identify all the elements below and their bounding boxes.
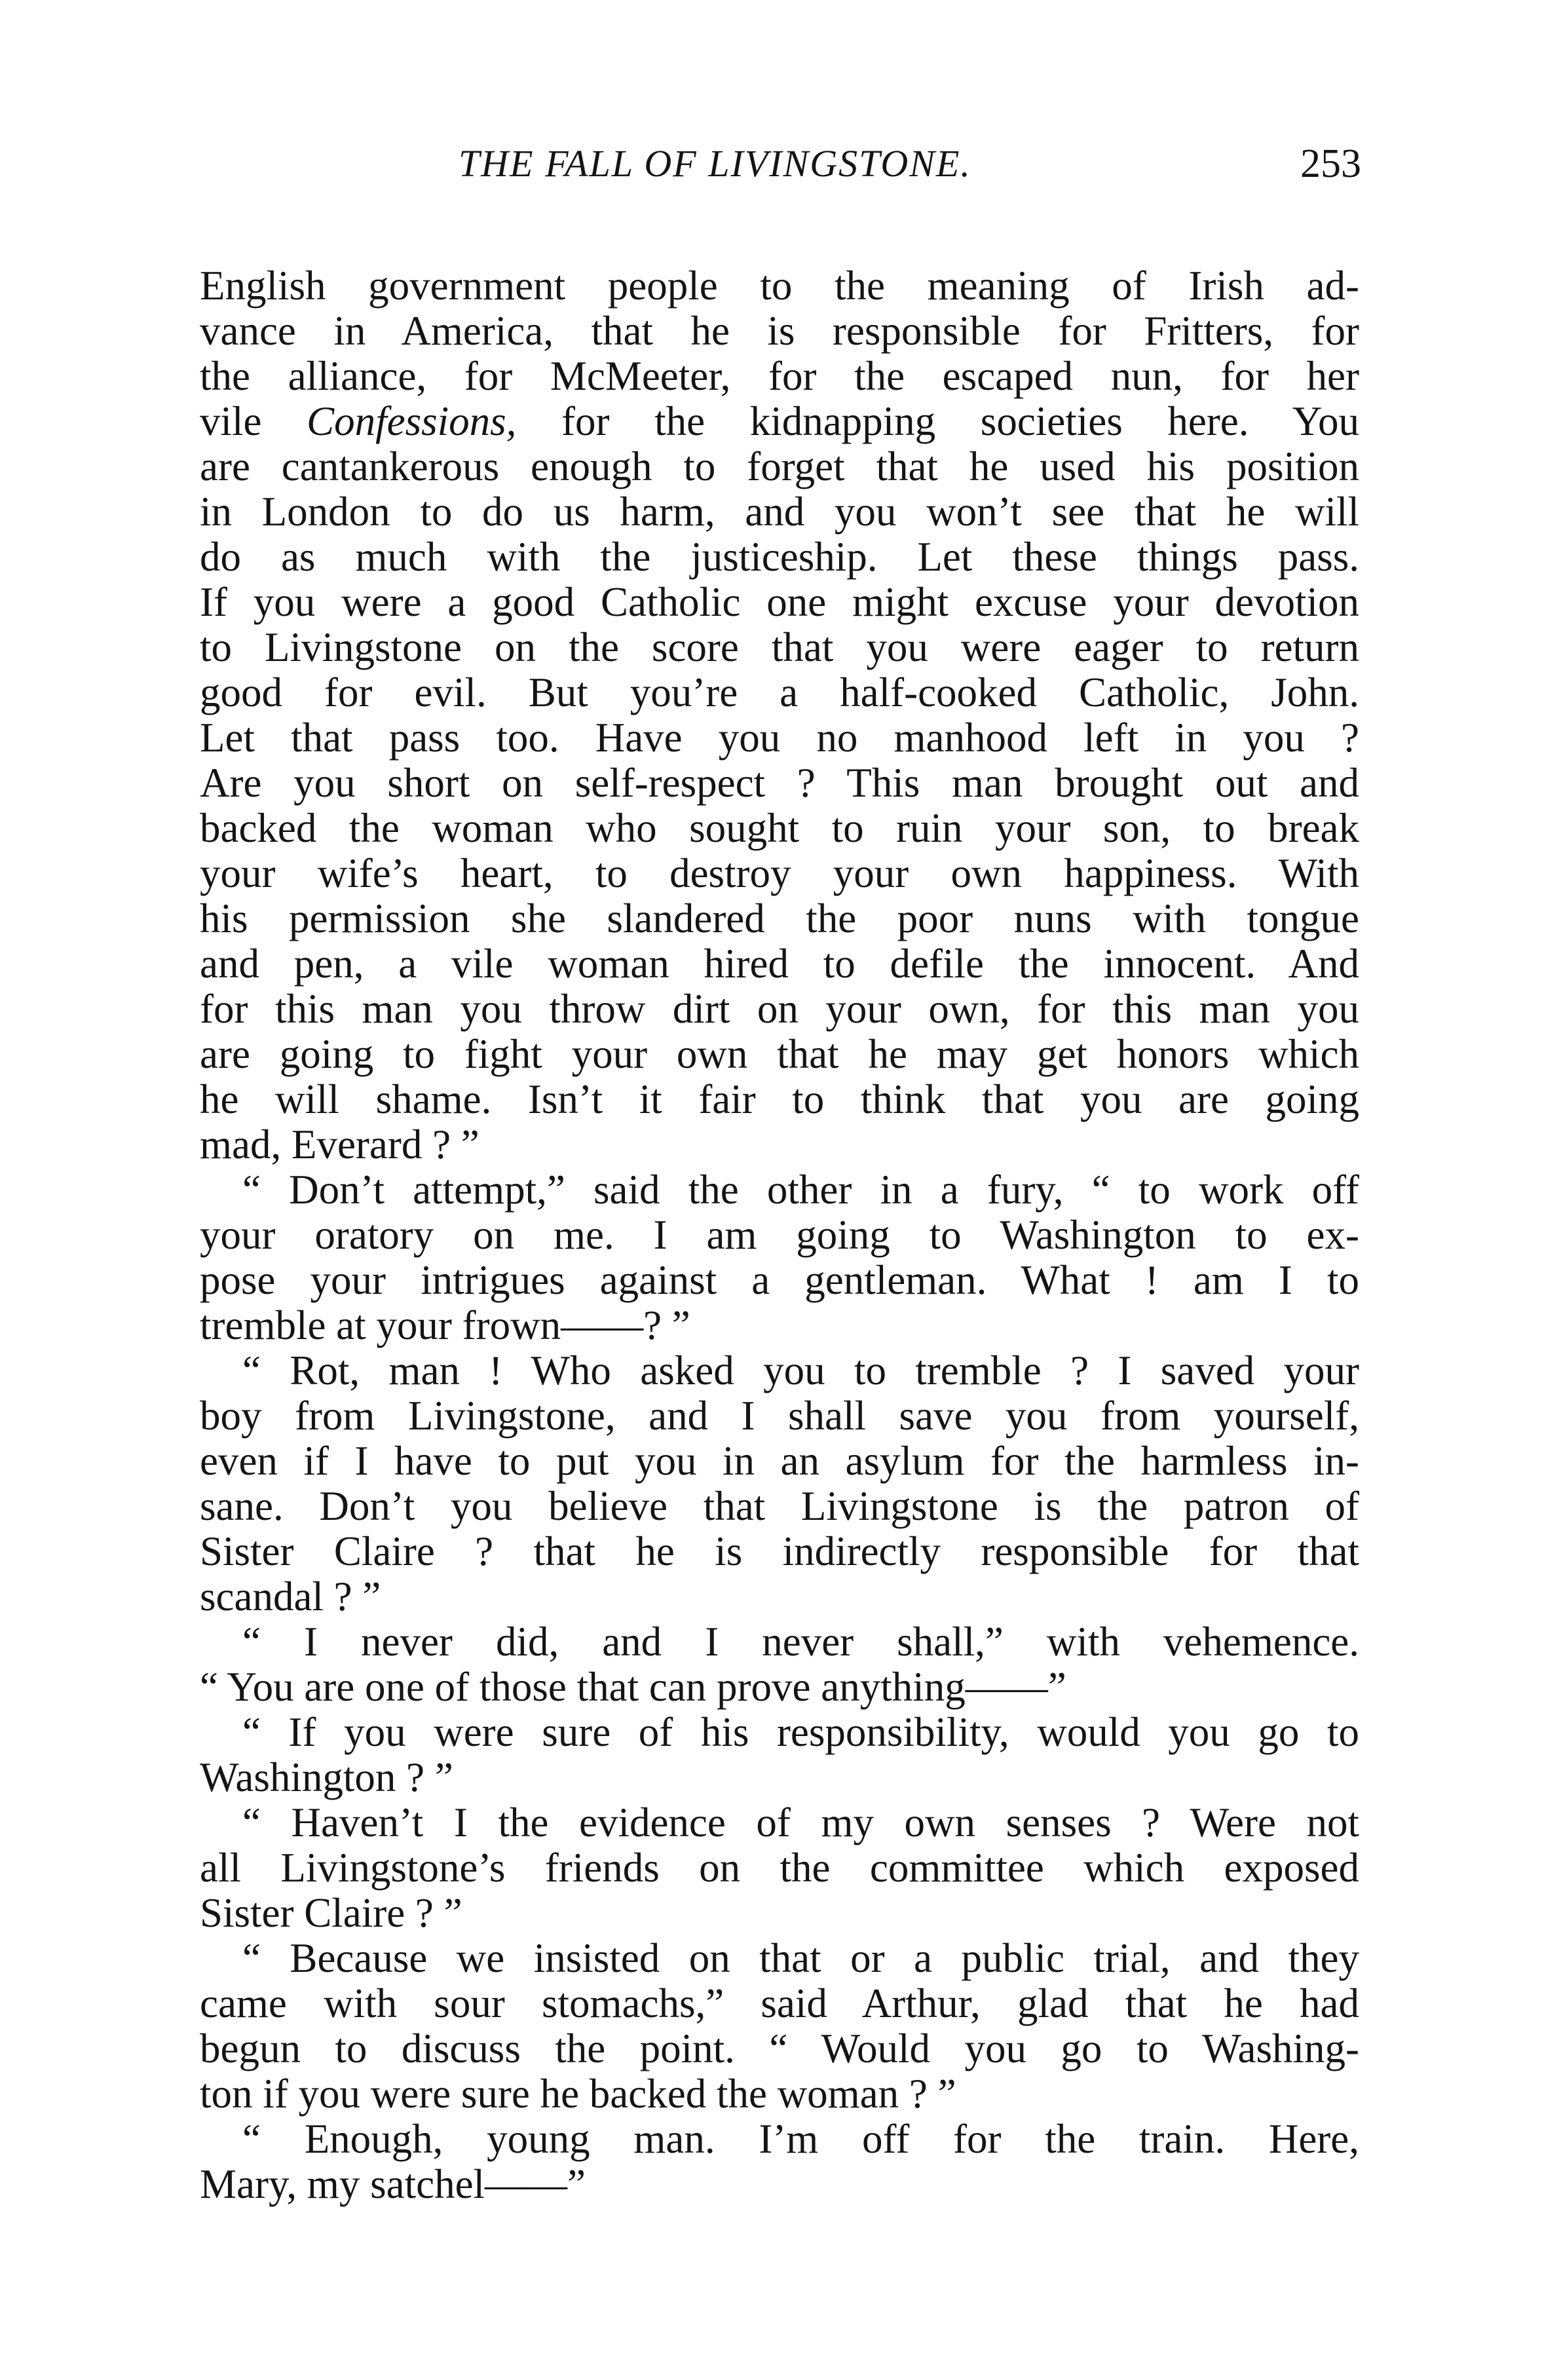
text-line: “ Rot, man ! Who asked you to tremble ? I saved your [242, 1348, 1359, 1393]
book-title-italic: Confessions, [307, 398, 517, 444]
text-line: “ You are one of those that can prove anything——” [200, 1664, 1066, 1710]
text-line: good for evil. But you’re a half-cooked Catholic, John. [200, 670, 1359, 715]
text-line: your wife’s heart, to destroy your own happiness. With [200, 850, 1359, 896]
text-segment: for the kidnapping societies here. You [516, 398, 1359, 444]
text-line: in London to do us harm, and you won’t see that he will [200, 489, 1359, 535]
text-line: scandal ? ” [200, 1574, 381, 1619]
text-line: the alliance, for McMeeter, for the escaped nun, for her [200, 353, 1359, 399]
text-line: backed the woman who sought to ruin your son, to break [200, 805, 1359, 851]
text-line: Sister Claire ? that he is indirectly responsible for that [200, 1528, 1359, 1574]
text-line: begun to discuss the point. “ Would you go to Washing- [200, 2026, 1359, 2071]
text-line: to Livingstone on the score that you were eager to return [200, 624, 1359, 670]
text-line: “ Haven’t I the evidence of my own senses ? Were not [242, 1800, 1359, 1845]
text-line: Let that pass too. Have you no manhood left in you ? [200, 715, 1359, 761]
body-text [200, 263, 1359, 2207]
text-line: boy from Livingstone, and I shall save you from yourself, [200, 1393, 1359, 1439]
text-line: are going to fight your own that he may get honors which [200, 1031, 1359, 1077]
text-line: “ I never did, and I never shall,” with vehemence. [242, 1619, 1359, 1665]
text-line: “ If you were sure of his responsibility, would you go to [242, 1709, 1359, 1755]
text-line: “ Enough, young man. I’m off for the train. Here, [242, 2116, 1359, 2162]
text-line [200, 399, 1359, 444]
text-line: ton if you were sure he backed the woman ? ” [200, 2071, 956, 2117]
text-line: Are you short on self-respect ? This man brought out and [200, 760, 1359, 806]
text-line: for this man you throw dirt on your own, for this man you [200, 986, 1359, 1032]
text-line: he will shame. Isn’t it fair to think that you are going [200, 1076, 1359, 1122]
running-head [197, 138, 1361, 190]
text-line: pose your intrigues against a gentleman. What ! am I to [200, 1257, 1359, 1303]
text-line: came with sour stomachs,” said Arthur, glad that he had [200, 1980, 1359, 2026]
text-line: Mary, my satchel——” [200, 2161, 586, 2207]
text-line: tremble at your frown——? ” [200, 1302, 690, 1348]
text-line: “ Don’t attempt,” said the other in a fury, “ to work off [242, 1167, 1359, 1213]
text-line: all Livingstone’s friends on the committee which exposed [200, 1845, 1359, 1891]
running-title: THE FALL OF LIVINGSTONE. [459, 142, 971, 185]
text-line: and pen, a vile woman hired to defile the innocent. And [200, 941, 1359, 987]
text-line: his permission she slandered the poor nuns with tongue [200, 896, 1359, 941]
text-line: do as much with the justiceship. Let these things pass. [200, 534, 1359, 580]
text-line: Sister Claire ? ” [200, 1890, 462, 1936]
text-line: are cantankerous enough to forget that he used his position [200, 444, 1359, 489]
page-number: 253 [1300, 142, 1361, 186]
text-line: If you were a good Catholic one might excuse your devotion [200, 579, 1359, 625]
text-line: English government people to the meaning of Irish ad- [200, 263, 1359, 309]
text-line: your oratory on me. I am going to Washington to ex- [200, 1212, 1359, 1258]
text-line: mad, Everard ? ” [200, 1122, 480, 1167]
text-line: even if I have to put you in an asylum for the harmless in- [200, 1438, 1359, 1484]
text-line: “ Because we insisted on that or a public trial, and they [242, 1935, 1359, 1981]
text-line: vance in America, that he is responsible for Fritters, for [200, 308, 1359, 354]
text-line: Washington ? ” [200, 1754, 453, 1800]
text-segment: vile [200, 398, 307, 444]
text-line: sane. Don’t you believe that Livingstone is the patron of [200, 1483, 1359, 1529]
